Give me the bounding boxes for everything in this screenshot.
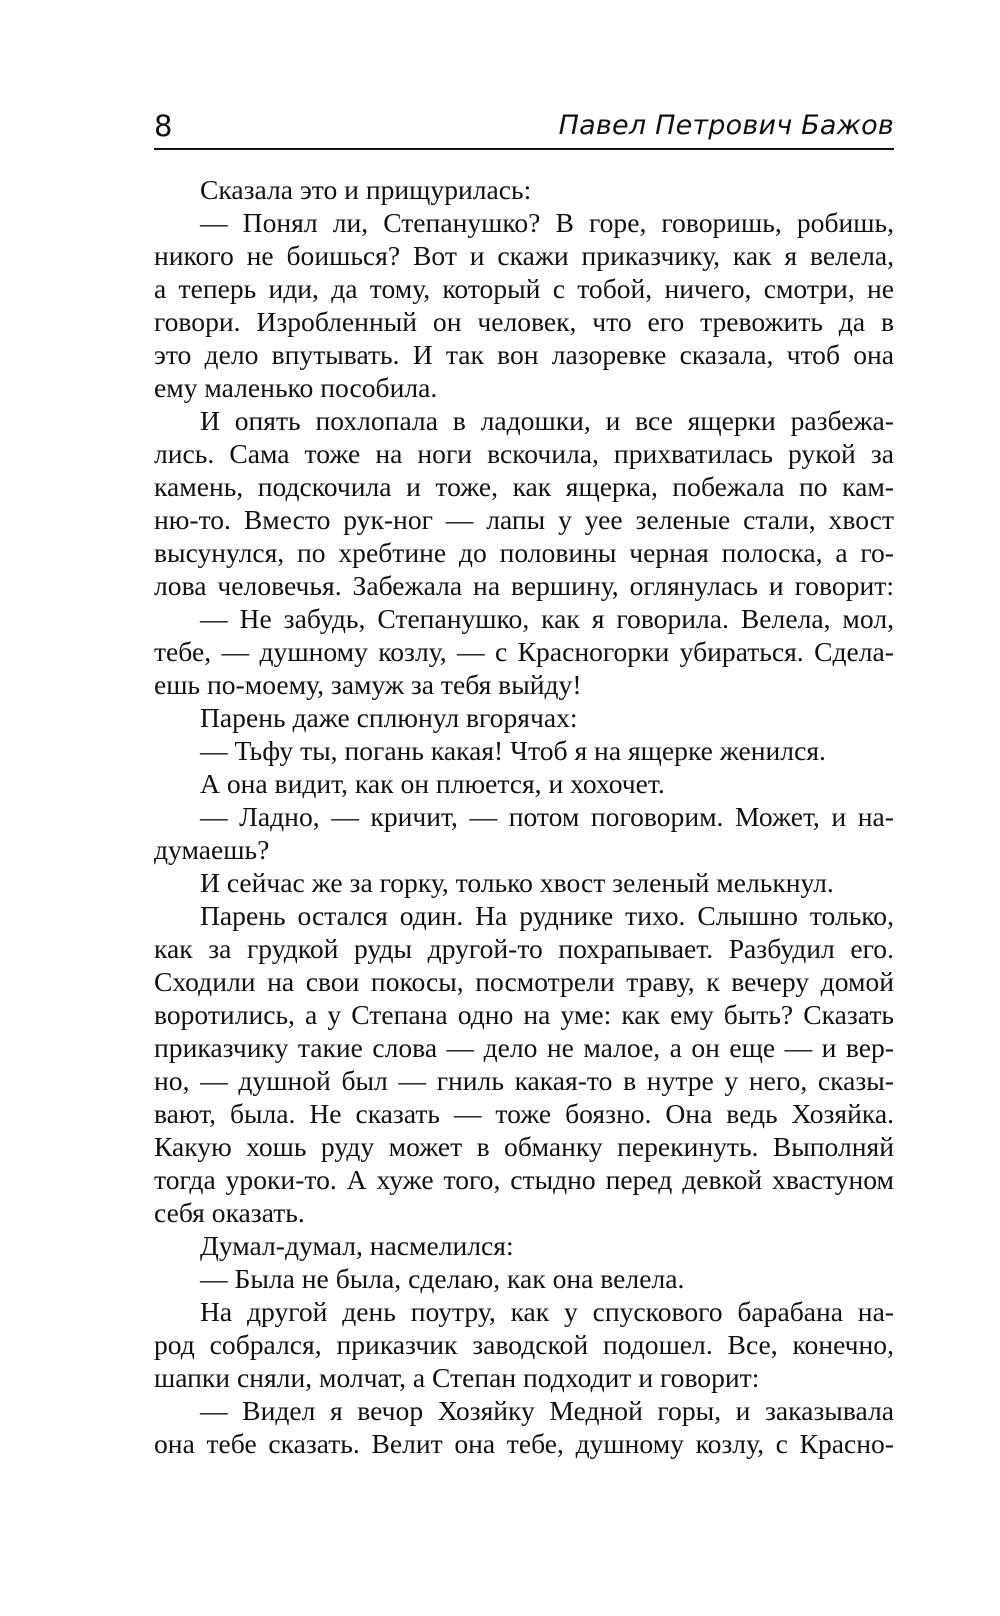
text-line: — Была не была, сделаю, как она велела.: [200, 1263, 685, 1294]
text-line: На другой день поутру, как у спускового барабана на-: [200, 1296, 894, 1327]
text-line: Парень остался один. На руднике тихо. Слышно только,: [200, 900, 894, 931]
text-line: воротились, а у Степана одно на уме: как ему быть? Сказать: [154, 999, 894, 1030]
author-name: Павел Петрович Бажов: [558, 110, 894, 141]
text-line: вают, была. Не сказать — тоже боязно. Она ведь Хозяйка.: [154, 1098, 894, 1129]
text-line: а теперь иди, да тому, который с тобой, ничего, смотри, не: [154, 273, 894, 304]
text-line: — Не забудь, Степанушко, как я говорила. Велела, мол,: [200, 603, 894, 634]
text-line: — Видел я вечор Хозяйку Медной горы, и заказывала: [200, 1395, 894, 1426]
text-line: но, — душной был — гниль какая-то в нутре у него, сказы-: [154, 1065, 894, 1096]
text-line: — Тьфу ты, погань какая! Чтоб я на ящерке женился.: [200, 735, 826, 766]
text-line: И сейчас же за горку, только хвост зеленый мелькнул.: [200, 867, 834, 898]
text-line: тогда уроки-то. А хуже того, стыдно перед девкой хвастуном: [154, 1164, 894, 1195]
text-line: — Ладно, — кричит, — потом поговорим. Может, и на-: [200, 801, 894, 832]
text-line: ню-то. Вместо рук-ног — лапы у уее зеленые стали, хвост: [154, 504, 894, 535]
text-line: Какую хошь руду может в обманку перекинуть. Выполняй: [154, 1131, 894, 1162]
text-line: думаешь?: [154, 834, 270, 865]
text-line: приказчику такие слова — дело не малое, а он еще — и вер-: [154, 1032, 894, 1063]
page-number: 8: [154, 109, 173, 143]
text-line: камень, подскочила и тоже, как ящерка, побежала по кам-: [154, 471, 894, 502]
text-line: Парень даже сплюнул вгорячах:: [200, 702, 578, 733]
text-line: Сказала это и прищурилась:: [200, 174, 532, 205]
text-line: Думал-думал, насмелился:: [200, 1230, 514, 1261]
text-line: — Понял ли, Степанушко? В горе, говоришь, робишь,: [200, 207, 894, 238]
text-line: тебе, — душному козлу, — с Красногорки убираться. Сдела-: [154, 636, 894, 667]
text-line: говори. Изробленный он человек, что его тревожить да в: [154, 306, 894, 337]
text-line: шапки сняли, молчат, а Степан подходит и говорит:: [154, 1362, 760, 1393]
text-line: И опять похлопала в ладошки, и все ящерки разбежа-: [200, 405, 894, 436]
text-line: лова человечья. Забежала на вершину, оглянулась и говорит:: [154, 570, 894, 601]
text-line: ему маленько пособила.: [154, 372, 438, 403]
text-line: А она видит, как он плюется, и хохочет.: [200, 768, 665, 799]
body-text: [154, 173, 894, 1460]
running-header: [154, 104, 894, 150]
text-line: она тебе сказать. Велит она тебе, душному козлу, с Красно-: [154, 1428, 894, 1459]
text-line: Сходили на свои покосы, посмотрели траву, к вечеру домой: [154, 966, 894, 997]
text-line: лись. Сама тоже на ноги вскочила, прихватилась рукой за: [154, 438, 894, 469]
text-line: как за грудкой руды другой-то похрапывает. Разбудил его.: [154, 933, 894, 964]
text-line: ешь по-моему, замуж за тебя выйду!: [154, 669, 582, 700]
text-line: род собрался, приказчик заводской подошел. Все, конечно,: [154, 1329, 894, 1360]
text-line: высунулся, по хребтине до половины черная полоска, а го-: [154, 537, 894, 568]
text-line: никого не боишься? Вот и скажи приказчику, как я велела,: [154, 240, 894, 271]
text-line: себя оказать.: [154, 1197, 305, 1228]
text-line: это дело впутывать. И так вон лазоревке сказала, чтоб она: [154, 339, 894, 370]
